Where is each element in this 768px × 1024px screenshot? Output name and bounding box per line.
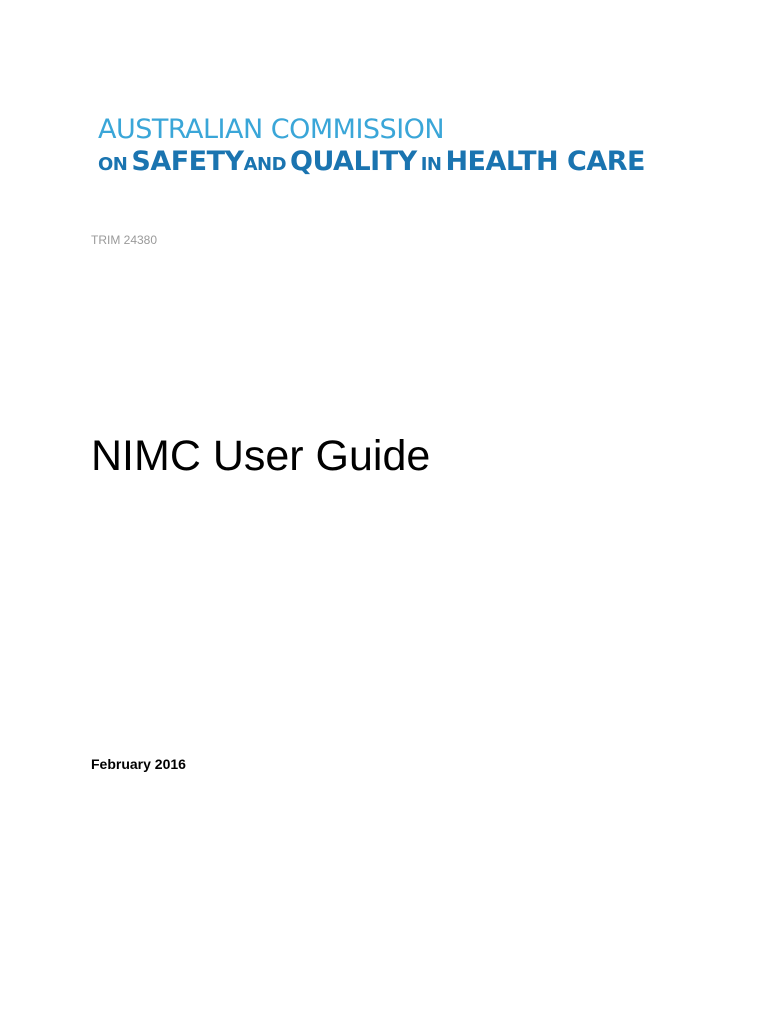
logo-line-1: AUSTRALIAN COMMISSION <box>98 114 445 145</box>
logo-word-health-care: HEALTH CARE <box>445 146 645 177</box>
logo-line-2 <box>98 146 678 181</box>
logo-word-on: ON <box>98 154 128 175</box>
logo-word-quality: QUALITY <box>290 146 417 177</box>
commission-logo <box>98 114 678 181</box>
document-date: February 2016 <box>91 756 186 772</box>
document-title: NIMC User Guide <box>91 432 431 480</box>
logo-word-in: IN <box>420 154 442 175</box>
logo-word-safety: SAFETY <box>131 146 244 177</box>
trim-reference: TRIM 24380 <box>91 233 158 247</box>
logo-word-and: AND <box>243 154 287 175</box>
